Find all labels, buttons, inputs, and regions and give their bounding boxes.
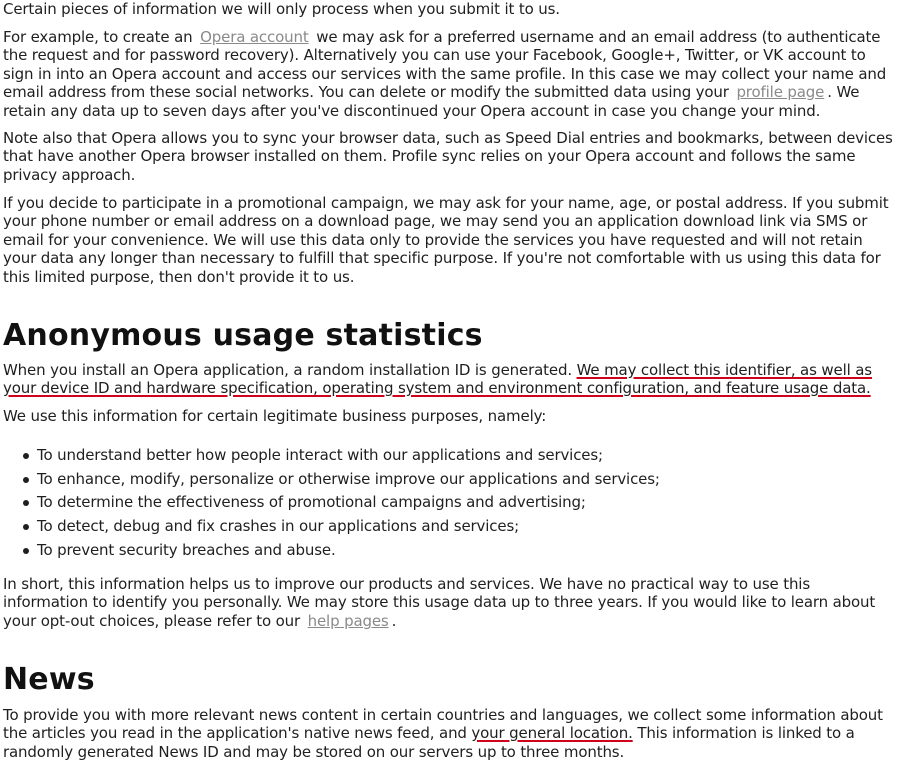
- list-item: To detect, debug and fix crashes in our applications and services;: [22, 515, 660, 539]
- installation-id-paragraph: [3, 361, 898, 398]
- summary-text: In short, this information helps us to improve our products and services. We have no practical way to use this information to identify you personally. We may store this usage data up to three years. If you would like to learn about your opt-out choices, please refer to our: [3, 575, 876, 630]
- account-text-after: . We retain any data up to seven days after you've discontinued your Opera account in case you change your mind.: [3, 83, 860, 120]
- account-paragraph: [3, 28, 898, 120]
- list-item: To determine the effectiveness of promotional campaigns and advertising;: [22, 491, 660, 515]
- promo-paragraph: If you decide to participate in a promotional campaign, we may ask for your name, age, or postal address. If you submit your phone number or email address on a download page, we may send you an application download link via SMS or email for your convenience. We will use this data only to provide the services you have requested and will not retain your data any longer than necessary to fulfill that specific purpose. If you're not comfortable with us using this data for this limited purpose, then don't provide it to us.: [3, 194, 889, 286]
- news-heading: News: [3, 662, 95, 697]
- list-item: To enhance, modify, personalize or otherwise improve our applications and services;: [22, 468, 660, 492]
- sync-paragraph: Note also that Opera allows you to sync your browser data, such as Speed Dial entries and bookmarks, between devices that have another Opera browser installed on them. Profile sync relies on your Opera account and follows the same privacy approach.: [3, 129, 893, 184]
- profile-page-link[interactable]: profile page: [736, 83, 825, 102]
- account-text-middle: we may ask for a preferred username and an email address (to authenticate the request and for password recovery). Alternatively you can use your Facebook, Google+, Twitter, or VK account to sign in into an Opera account and access our services with the same profile. In this case we may collect your name and email address from these social networks. You can delete or modify the submitted data using your: [3, 28, 887, 102]
- news-paragraph: [3, 706, 898, 761]
- anonymous-usage-heading: Anonymous usage statistics: [3, 318, 483, 353]
- intro-paragraph: Certain pieces of information we will only process when you submit it to us.: [3, 0, 560, 18]
- purposes-intro-paragraph: We use this information for certain legitimate business purposes, namely:: [3, 407, 547, 425]
- summary-paragraph: [3, 575, 898, 630]
- annotated-location-text: your general location.: [471, 724, 633, 743]
- news-text-after: This information is linked to a randomly generated News ID and may be stored on our servers up to three months.: [3, 724, 855, 761]
- account-text-before: For example, to create an: [3, 28, 193, 46]
- purposes-list: [22, 444, 660, 563]
- annotated-collection-text: We may collect this identifier, as well as your device ID and hardware specification, operating system and environment configuration, and feature usage data.: [3, 361, 872, 398]
- list-item: To prevent security breaches and abuse.: [22, 539, 660, 563]
- list-item: To understand better how people interact with our applications and services;: [22, 444, 660, 468]
- summary-text-end: .: [391, 611, 397, 630]
- help-pages-link[interactable]: help pages: [307, 611, 389, 630]
- opera-account-link[interactable]: Opera account: [200, 28, 309, 46]
- news-text-before: To provide you with more relevant news content in certain countries and languages, we collect some information about the articles you read in the application's native news feed, and: [3, 706, 883, 743]
- installation-id-text: When you install an Opera application, a random installation ID is generated.: [3, 361, 572, 379]
